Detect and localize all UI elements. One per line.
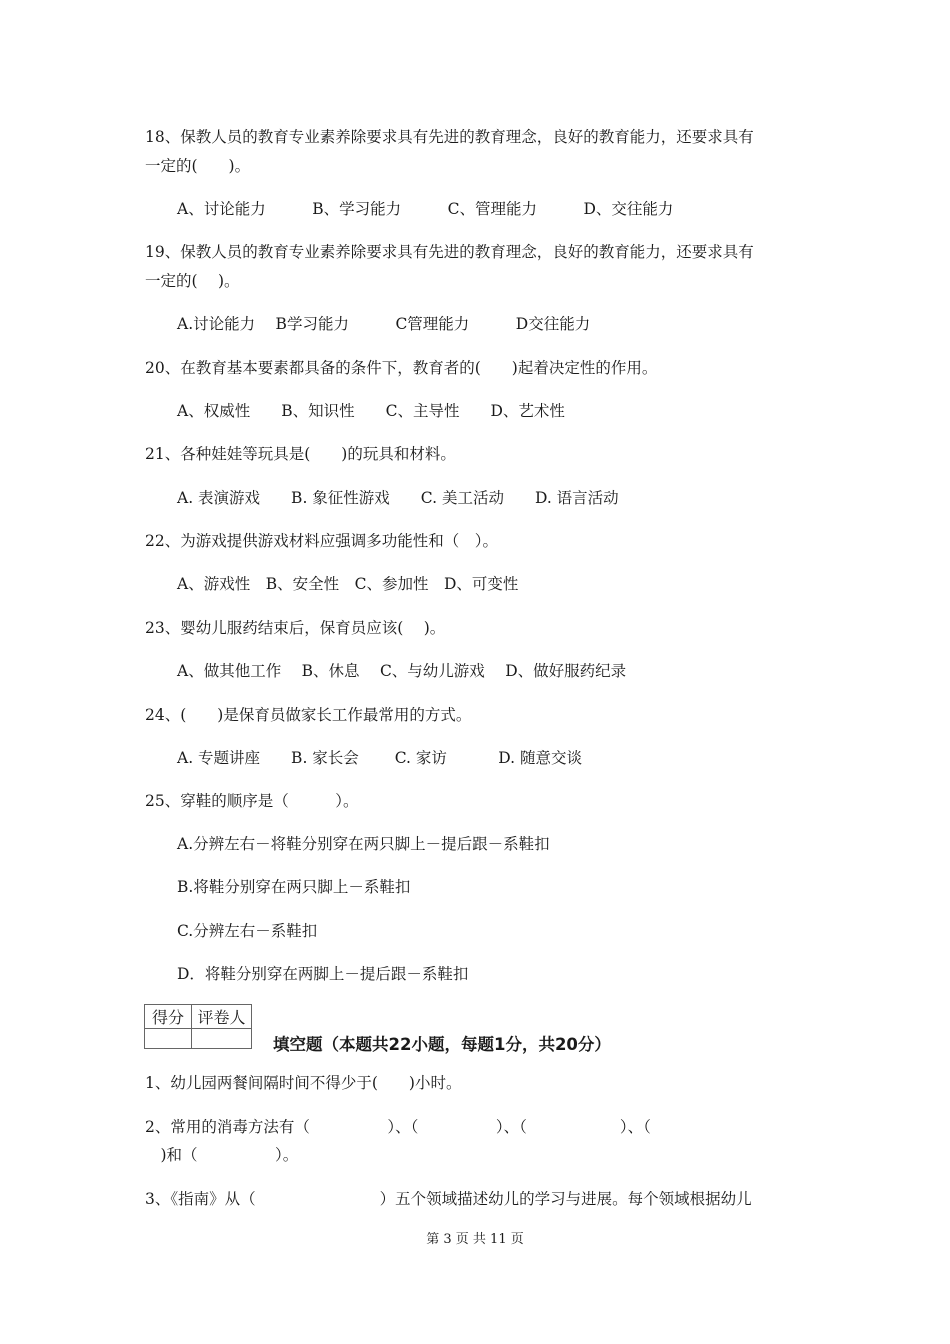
question-18-line1: 18、保教人员的教育专业素养除要求具有先进的教育理念，良好的教育能力，还要求具有: [145, 128, 754, 146]
question-24-options: A. 专题讲座 B. 家长会 C. 家访 D. 随意交谈: [177, 749, 583, 767]
grader-cell: [192, 1029, 252, 1049]
question-21-options: A. 表演游戏 B. 象征性游戏 C. 美工活动 D. 语言活动: [177, 489, 619, 507]
fill-blank-2-line1: 2、常用的消毒方法有（ ）、（ ）、（ ）、（: [145, 1118, 651, 1136]
question-19-line2: 一定的( )。: [145, 272, 240, 290]
question-25-option-a: A.分辨左右－将鞋分别穿在两只脚上－提后跟－系鞋扣: [177, 835, 550, 853]
score-cell: [145, 1029, 192, 1049]
fill-blank-2-line2: )和（ ）。: [145, 1146, 299, 1164]
question-22-options: A、游戏性 B、安全性 C、参加性 D、可变性: [177, 575, 519, 593]
score-box: [144, 1004, 252, 1049]
question-19-options: A.讨论能力 B学习能力 C管理能力 D交往能力: [177, 315, 591, 333]
question-25-option-c: C.分辨左右－系鞋扣: [177, 922, 318, 940]
question-18-options: A、讨论能力 B、学习能力 C、管理能力 D、交往能力: [177, 200, 674, 218]
fill-blank-1: 1、幼儿园两餐间隔时间不得少于( )小时。: [145, 1074, 462, 1092]
page-footer: 第 3 页 共 11 页: [426, 1232, 524, 1247]
question-22-line1: 22、为游戏提供游戏材料应强调多功能性和（ ）。: [145, 532, 498, 550]
question-19-line1: 19、保教人员的教育专业素养除要求具有先进的教育理念，良好的教育能力，还要求具有: [145, 243, 754, 261]
question-24-line1: 24、( )是保育员做家长工作最常用的方式。: [145, 706, 472, 724]
score-label: 得分: [145, 1005, 192, 1029]
question-21-line1: 21、各种娃娃等玩具是( )的玩具和材料。: [145, 445, 456, 463]
question-23-options: A、做其他工作 B、休息 C、与幼儿游戏 D、做好服药纪录: [177, 662, 627, 680]
question-20-options: A、权威性 B、知识性 C、主导性 D、艺术性: [177, 402, 565, 420]
question-18-line2: 一定的( )。: [145, 157, 251, 175]
section-title: 填空题（本题共22小题，每题1分，共20分）: [273, 1035, 611, 1054]
question-25-line1: 25、穿鞋的顺序是（ ）。: [145, 792, 359, 810]
grader-label: 评卷人: [192, 1005, 252, 1029]
fill-blank-3: 3、《指南》从（ ）五个领域描述幼儿的学习与进展。每个领域根据幼儿: [145, 1190, 752, 1208]
question-25-option-b: B.将鞋分别穿在两只脚上－系鞋扣: [177, 878, 411, 896]
question-25-option-d: D．将鞋分别穿在两脚上－提后跟－系鞋扣: [177, 965, 469, 983]
question-23-line1: 23、婴幼儿服药结束后，保育员应该( )。: [145, 619, 446, 637]
question-20-line1: 20、在教育基本要素都具备的条件下，教育者的( )起着决定性的作用。: [145, 359, 658, 377]
